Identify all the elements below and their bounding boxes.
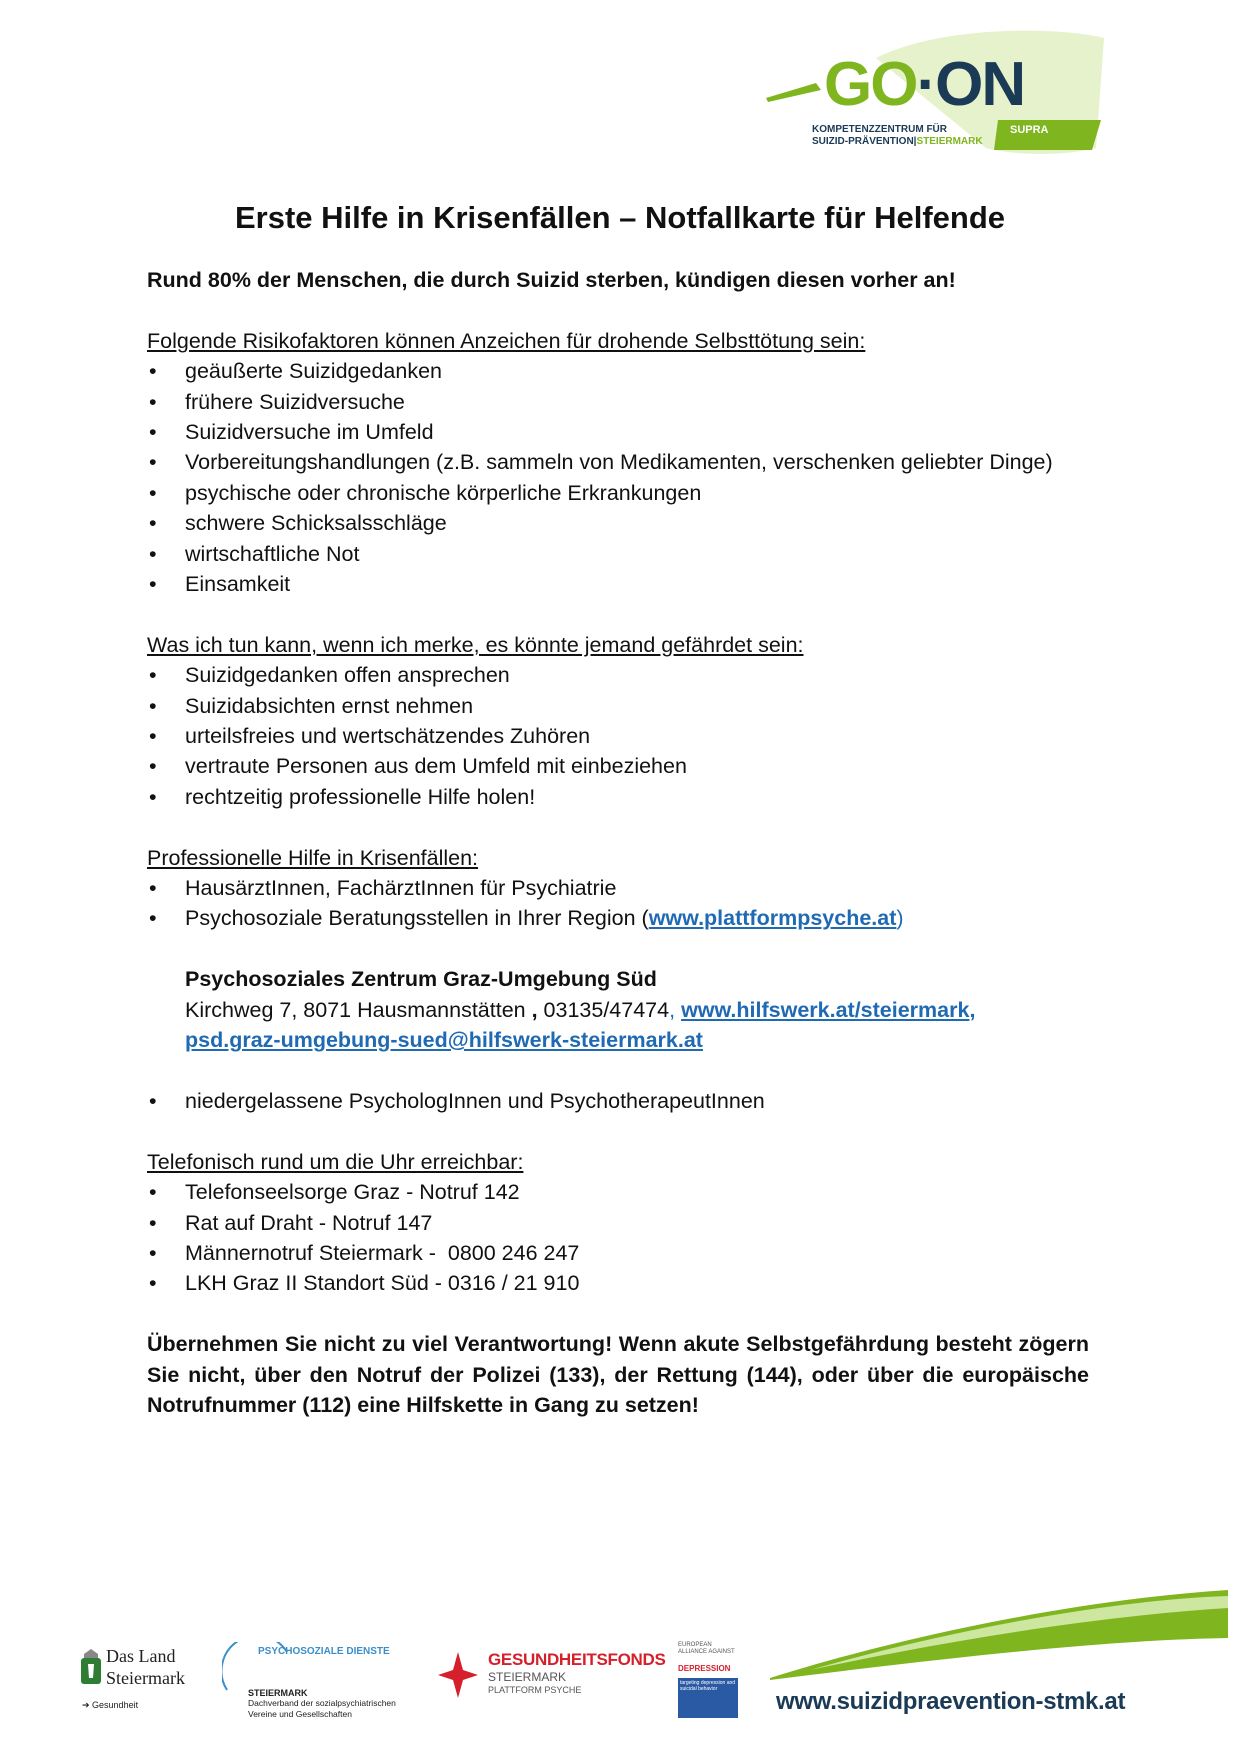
list-item: • vertraute Personen aus dem Umfeld mit einbeziehen (147, 751, 1089, 781)
page-title: Erste Hilfe in Krisenfällen – Notfallkarte für Helfende (234, 200, 1006, 235)
logo-subtitle-line1: KOMPETENZZENTRUM FÜR (812, 124, 947, 135)
footer-url-link[interactable]: www.suizidpraevention-stmk.at (776, 1688, 1126, 1715)
list-item: • niedergelassene PsychologInnen und PsychotherapeutInnen (147, 1086, 1089, 1116)
gf-steiermark: STEIERMARK (488, 1670, 567, 1684)
psy-steiermark: STEIERMARK (248, 1688, 308, 1698)
list-item: • Einsamkeit (147, 569, 1089, 599)
footer-logos (0, 1560, 1240, 1754)
eaad-depression: DEPRESSION (678, 1664, 731, 1673)
professional-list (147, 873, 1089, 934)
center-contact (147, 995, 1089, 1025)
todo-heading: Was ich tun kann, wenn ich merke, es könnte jemand gefährdet sein: (147, 632, 804, 657)
list-item: • Suizidversuche im Umfeld (147, 417, 1089, 447)
eaad-text: EUROPEAN ALLIANCE AGAINST (678, 1642, 735, 1655)
center-phone: 03135/47474 (537, 997, 670, 1022)
list-item: • rechtzeitig professionelle Hilfe holen! (147, 782, 1089, 812)
list-item: • psychische oder chronische körperliche Erkrankungen (147, 478, 1089, 508)
center-email-link[interactable]: psd.graz-umgebung-sued@hilfswerk-steiermark.at (185, 1028, 703, 1053)
gf-plattform: PLATTFORM PSYCHE (488, 1685, 582, 1695)
logo-go-text: GO (824, 50, 917, 119)
list-item: • Telefonseelsorge Graz - Notruf 142 (147, 1177, 1089, 1207)
footer-swoosh-icon (770, 1560, 1240, 1754)
logo-subtitle-steiermark: STEIERMARK (916, 136, 983, 147)
psy-description (248, 1698, 396, 1720)
land-text-3: ➔ Gesundheit (82, 1700, 139, 1710)
land-steiermark-logo (80, 1648, 192, 1726)
center-name: Psychosoziales Zentrum Graz-Umgebung Süd (185, 967, 657, 992)
eaad-box: targeting depression and suicidal behavior (678, 1678, 738, 1718)
crest-icon (80, 1648, 102, 1688)
psychosoziale-dienste-logo (218, 1640, 418, 1732)
counseling-text: Psychosoziale Beratungsstellen in Ihrer Region ( (185, 906, 649, 931)
list-item (147, 903, 1089, 933)
list-item: • geäußerte Suizidgedanken (147, 356, 1089, 386)
final-warning: Übernehmen Sie nicht zu viel Verantwortung! Wenn akute Selbstgefährdung besteht zögern Sie nicht, über den Notruf der Polizei (133), der Rettung (144), oder über die europäische Notrufnummer (112) eine Hilfskette in Gang zu setzen! (147, 1332, 1089, 1417)
logo-subtitle: KOMPETENZZENTRUM FÜR SUIZID-PRÄVENTION|STEIERMARK (812, 124, 983, 147)
separator: , (969, 997, 976, 1022)
main-content (147, 265, 1089, 1420)
hilfswerk-link[interactable]: www.hilfswerk.at/steiermark (681, 997, 970, 1022)
list-item: • Suizidgedanken offen ansprechen (147, 660, 1089, 690)
separator: , (669, 997, 682, 1022)
go-on-logo (766, 28, 1106, 156)
logo-on-text: ON (935, 50, 1025, 119)
center-address: Kirchweg 7, 8071 Hausmannstätten (185, 997, 526, 1022)
professional-heading: Professionelle Hilfe in Krisenfällen: (147, 845, 479, 870)
list-item: • Suizidabsichten ernst nehmen (147, 691, 1089, 721)
logo-subtitle-line2: SUIZID-PRÄVENTION (812, 136, 914, 147)
list-item: • HausärztInnen, FachärztInnen für Psychiatrie (147, 873, 1089, 903)
plattformpsyche-link[interactable]: www.plattformpsyche.at (648, 906, 897, 931)
professional-list-2 (147, 1086, 1089, 1116)
psy-desc-2: Vereine und Gesellschaften (248, 1709, 352, 1719)
eaad-logo (676, 1642, 742, 1726)
logo-wordmark: GO·ON (824, 50, 1025, 119)
closing-paren: ) (896, 906, 904, 931)
logo-supra: SUPRA (1010, 124, 1049, 136)
list-item: • Rat auf Draht - Notruf 147 (147, 1208, 1089, 1238)
psy-arc-text: PSYCHOSOZIALE DIENSTE (258, 1646, 390, 1657)
risk-list (147, 356, 1089, 599)
todo-list (147, 660, 1089, 812)
list-item: • urteilsfreies und wertschätzendes Zuhören (147, 721, 1089, 751)
list-item: • Männernotruf Steiermark - 0800 246 247 (147, 1238, 1089, 1268)
gf-name: GESUNDHEITSFONDS (488, 1650, 666, 1669)
list-item: • Vorbereitungshandlungen (z.B. sammeln von Medikamenten, verschenken geliebter Dinge) (147, 447, 1089, 477)
separator: , (525, 997, 538, 1022)
phone-list (147, 1177, 1089, 1299)
phone-heading: Telefonisch rund um die Uhr erreichbar: (147, 1149, 524, 1174)
list-item: • frühere Suizidversuche (147, 387, 1089, 417)
gesundheitsfonds-logo (434, 1650, 666, 1720)
list-item: • wirtschaftliche Not (147, 539, 1089, 569)
list-item: • LKH Graz II Standort Süd - 0316 / 21 910 (147, 1268, 1089, 1298)
list-item: • schwere Schicksalsschläge (147, 508, 1089, 538)
risk-heading: Folgende Risikofaktoren können Anzeichen für drohende Selbsttötung sein: (147, 328, 866, 353)
lead-statement: Rund 80% der Menschen, die durch Suizid sterben, kündigen diesen vorher an! (147, 268, 956, 292)
land-text-2: Steiermark (106, 1668, 185, 1688)
land-text-1: Das Land (106, 1646, 176, 1666)
center-email-line (147, 1025, 1089, 1055)
red-star-icon (436, 1650, 480, 1700)
psy-desc-1: Dachverband der sozialpsychiatrischen (248, 1698, 396, 1708)
